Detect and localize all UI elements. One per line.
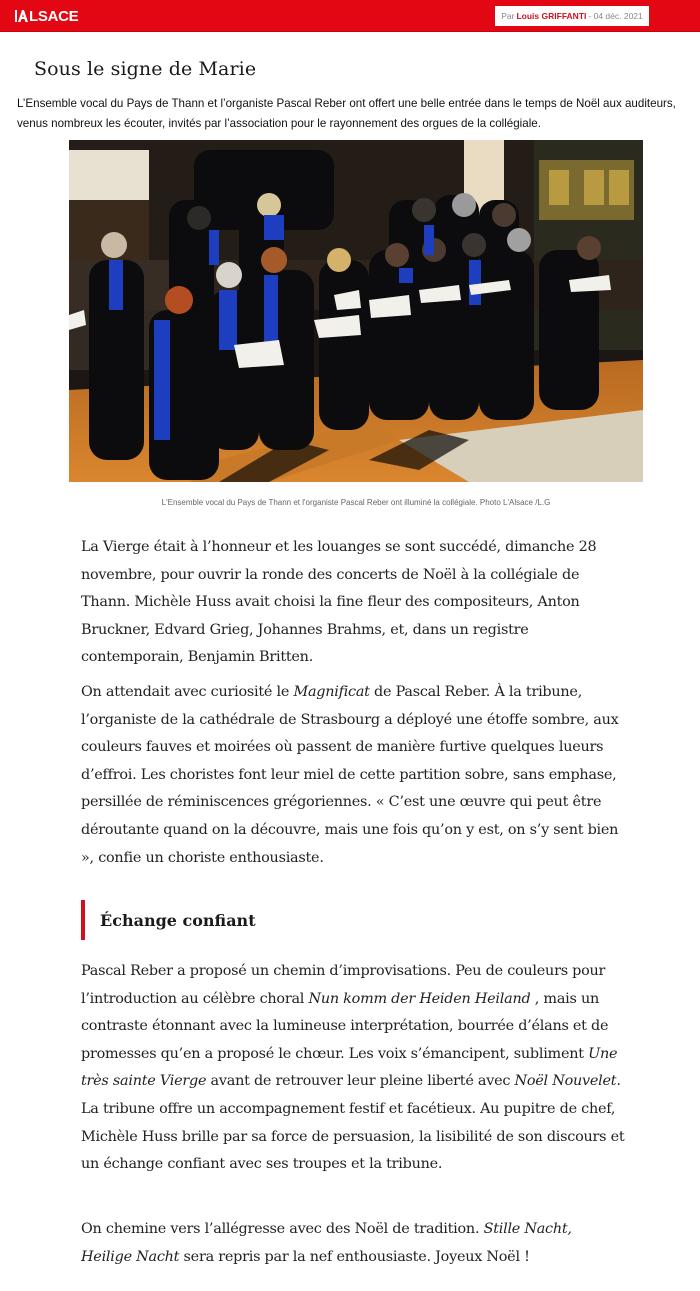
work-title-nun-komm: Nun komm der Heiden Heiland [308, 990, 531, 1007]
paragraph-1 [81, 534, 626, 672]
paragraph-4-text-a: On chemine vers l’allégresse avec des Noël de tradition. [81, 1221, 484, 1237]
choir-photo-illustration [69, 140, 643, 482]
paragraph-1-text: La Vierge était à l’honneur et les louanges se sont succédé, dimanche 28 novembre, pour ouvrir la ronde des concerts de Noël à la collégiale de Thann. Michèle Huss avait choisi la fine fleur des compositeurs, Anton Bruckner, Edvard Grieg, Johannes Brahms, et, dans un registre contemporain, Benjamin Britten. [81, 539, 597, 666]
section-subheading [81, 900, 256, 940]
paragraph-4-text-b: sera repris par la nef enthousiaste. Joyeux Noël ! [179, 1248, 530, 1265]
site-header [0, 0, 700, 32]
paragraph-2 [81, 679, 626, 872]
paragraph-3-text-a: Pascal Reber a proposé un chemin d’improvisations. Peu de couleurs pour l’introduction au célèbre choral [81, 963, 606, 1007]
byline-prefix: Par [501, 11, 515, 21]
article-title: Sous le signe de Marie [34, 58, 257, 80]
work-title-stille-nacht: Stille Nacht, Heilige Nacht [81, 1221, 572, 1265]
site-logo[interactable] [14, 8, 78, 24]
work-title-magnificat: Magnificat [293, 684, 370, 700]
paragraph-4 [81, 1216, 626, 1271]
article-photo[interactable] [69, 140, 643, 482]
logo-apostrophe-a-icon [14, 9, 28, 23]
photo-caption: L'Ensemble vocal du Pays de Thann et l'organiste Pascal Reber ont illuminé la collégiale. Photo L'Alsace /L.G [161, 498, 551, 507]
paragraph-3-text-c: avant de retrouver leur pleine liberté avec [206, 1073, 515, 1090]
paragraph-2-text-b: de Pascal Reber. À la tribune, l’organiste de la cathédrale de Strasbourg a déployé une étoffe sombre, aux couleurs fauves et moirées où passent de manière furtive quelques lueurs d’effroi. Les choristes font leur miel de cette partition sobre, sans emphase, persillée de réminiscences grégoriennes. « C’est une œuvre qui peut être déroutante quand on la découvre, mais une fois qu’on y est, on s’y sent bien », confie un choriste enthousiaste. [81, 684, 619, 866]
paragraph-2-text-a: On attendait avec curiosité le [81, 684, 294, 700]
work-title-noel-nouvelet: Noël Nouvelet [514, 1073, 617, 1090]
date-separator: - [588, 11, 592, 21]
logo-text: LSACE [29, 7, 79, 25]
byline [495, 6, 649, 26]
article-lead: L’Ensemble vocal du Pays de Thann et l’organiste Pascal Reber ont offert une belle entrée dans le temps de Noël aux auditeurs, venus nombreux les écouter, invités par l’association pour le rayonnement des orgues de la collégiale. [17, 97, 676, 130]
publish-date: 04 déc. 2021 [593, 11, 643, 21]
subheading-text: Échange confiant [100, 910, 256, 930]
paragraph-3-text-b: , mais un contraste étonnant avec la lumineuse interprétation, bourrée d’élans et de promesses qu’en a proposé le chœur. Les voix s’émancipent, subliment [81, 990, 609, 1062]
work-title-une-tres-sainte-vierge: Une très sainte Vierge [81, 1045, 618, 1090]
paragraph-3-text-d: . La tribune offre un accompagnement festif et facétieux. Au pupitre de chef, Michèle Huss brille par sa force de persuasion, la lisibilité de son discours et un échange confiant avec ses troupes et la tribune. [81, 1073, 625, 1173]
paragraph-3 [81, 958, 626, 1179]
author-name[interactable]: Louis GRIFFANTI [516, 11, 587, 21]
